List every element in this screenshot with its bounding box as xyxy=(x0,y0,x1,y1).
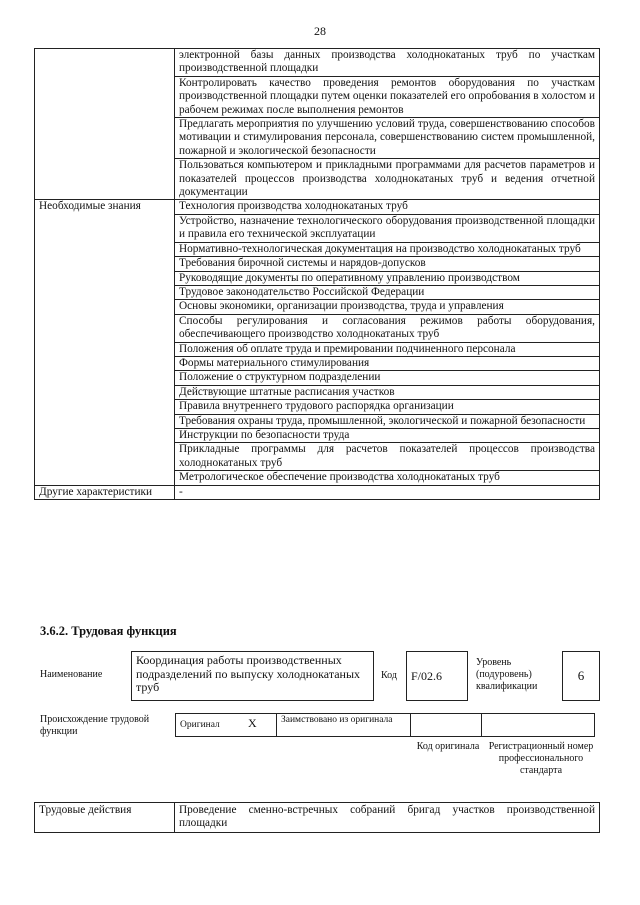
table-row xyxy=(35,803,600,833)
table-row xyxy=(35,76,600,117)
original-cell xyxy=(175,713,277,737)
original-mark: X xyxy=(248,716,257,730)
row-value: Требования бирочной системы и нарядов-допусков xyxy=(175,257,600,271)
row-value: Требования охраны труда, промышленной, экологической и пожарной безопасности xyxy=(175,414,600,428)
row-label xyxy=(35,314,175,342)
row-label xyxy=(35,400,175,414)
row-value: - xyxy=(175,485,600,499)
table-row xyxy=(35,242,600,256)
function-name-box: Координация работы производственных подразделений по выпуску холоднокатаных труб xyxy=(131,651,374,701)
row-label xyxy=(35,385,175,399)
row-label xyxy=(35,443,175,471)
table-row xyxy=(35,200,600,214)
row-value: Правила внутреннего трудового распорядка организации xyxy=(175,400,600,414)
table-row xyxy=(35,271,600,285)
row-value: Технология производства холоднокатаных труб xyxy=(175,200,600,214)
row-label xyxy=(35,76,175,117)
section-title: 3.6.2. Трудовая функция xyxy=(40,624,177,638)
table-row xyxy=(35,371,600,385)
row-label: Трудовые действия xyxy=(35,803,175,833)
name-label: Наименование xyxy=(40,669,103,680)
row-label xyxy=(35,428,175,442)
row-value: Способы регулирования и согласования режимов работы оборудования, обеспечивающего производство холоднокатаных труб xyxy=(175,314,600,342)
table-row xyxy=(35,118,600,159)
borrowed-cell: Заимствовано из оригинала xyxy=(276,713,411,737)
row-value: Нормативно-технологическая документация на производство холоднокатаных труб xyxy=(175,242,600,256)
level-value-box: 6 xyxy=(562,651,600,701)
level-label: Уровень (подуровень) квалификации xyxy=(476,657,538,692)
row-label xyxy=(35,414,175,428)
labor-actions-table xyxy=(34,802,600,833)
table-row xyxy=(35,400,600,414)
original-label: Оригинал xyxy=(180,720,220,730)
table-row xyxy=(35,314,600,342)
row-label xyxy=(35,214,175,242)
table-row xyxy=(35,285,600,299)
row-value: Трудовое законодательство Российской Федерации xyxy=(175,285,600,299)
row-label xyxy=(35,356,175,370)
table-row xyxy=(35,414,600,428)
row-label xyxy=(35,242,175,256)
row-value: Пользоваться компьютером и прикладными программами для расчетов параметров и показателей процессов производства холоднокатаных труб и ведения отчетной документации xyxy=(175,159,600,200)
row-value: Прикладные программы для расчетов показателей процессов производства холоднокатаных труб xyxy=(175,443,600,471)
row-label xyxy=(35,342,175,356)
row-value: Положения об оплате труда и премировании подчиненного персонала xyxy=(175,342,600,356)
row-label xyxy=(35,257,175,271)
row-value: Положение о структурном подразделении xyxy=(175,371,600,385)
page-number: 28 xyxy=(314,24,326,38)
row-value: Действующие штатные расписания участков xyxy=(175,385,600,399)
code-original-caption: Код оригинала xyxy=(416,741,480,752)
row-label xyxy=(35,471,175,485)
origin-label: Происхождение трудовой функции xyxy=(40,714,150,737)
table-row xyxy=(35,159,600,200)
row-value: Формы материального стимулирования xyxy=(175,356,600,370)
row-label xyxy=(35,285,175,299)
row-label xyxy=(35,371,175,385)
row-value: Основы экономики, организации производства, труда и управления xyxy=(175,300,600,314)
row-label xyxy=(35,49,175,77)
table-row xyxy=(35,485,600,499)
row-label: Другие характеристики xyxy=(35,485,175,499)
row-label xyxy=(35,300,175,314)
table-row xyxy=(35,471,600,485)
table-row xyxy=(35,356,600,370)
row-label xyxy=(35,271,175,285)
table-row xyxy=(35,214,600,242)
row-label xyxy=(35,159,175,200)
row-value: Руководящие документы по оперативному управлению производством xyxy=(175,271,600,285)
row-label xyxy=(35,118,175,159)
table-row xyxy=(35,342,600,356)
reg-number-caption: Регистрационный номер профессионального стандарта xyxy=(488,741,594,776)
code-label: Код xyxy=(381,670,397,681)
row-value: Метрологическое обеспечение производства холоднокатаных труб xyxy=(175,471,600,485)
table-row xyxy=(35,257,600,271)
origin-row xyxy=(175,713,595,737)
row-label: Необходимые знания xyxy=(35,200,175,214)
row-value: Контролировать качество проведения ремонтов оборудования по участкам производственной площадки путем оценки показателей его опробования в холостом и рабочем режимах после выполнения ремонтов xyxy=(175,76,600,117)
skills-knowledge-table xyxy=(34,48,600,500)
table-row xyxy=(35,428,600,442)
reg-number-cell xyxy=(481,713,595,737)
row-value: Устройство, назначение технологического оборудования производственной площадки и правила его технической эксплуатации xyxy=(175,214,600,242)
code-original-cell xyxy=(410,713,482,737)
row-value: Предлагать мероприятия по улучшению условий труда, совершенствованию способов мотивации и стимулирования персонала, совершенствованию систем промышленной, пожарной и экологической безопасности xyxy=(175,118,600,159)
table-row xyxy=(35,385,600,399)
table-row xyxy=(35,443,600,471)
table-row xyxy=(35,49,600,77)
row-value: Проведение сменно-встречных собраний бригад участков производственной площадки xyxy=(175,803,600,833)
row-value: Инструкции по безопасности труда xyxy=(175,428,600,442)
function-code-box: F/02.6 xyxy=(406,651,468,701)
row-value: электронной базы данных производства холоднокатаных труб по участкам производственной площадки xyxy=(175,49,600,77)
table-row xyxy=(35,300,600,314)
